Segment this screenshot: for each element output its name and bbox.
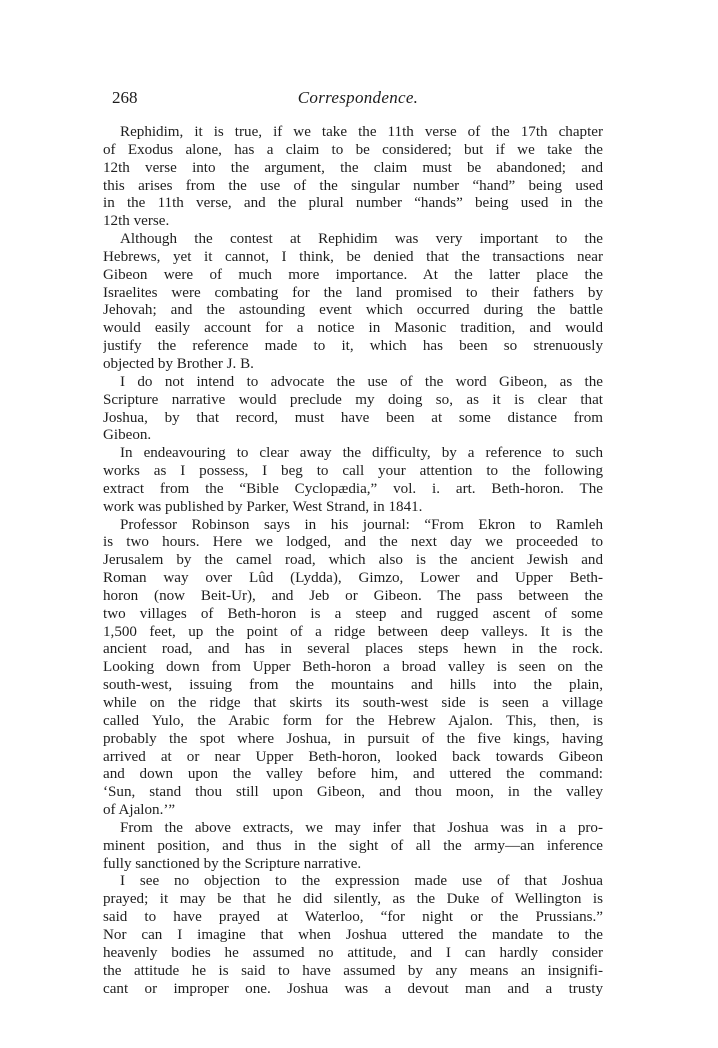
text-line: From the above extracts, we may infer that Joshua was in a pro- xyxy=(120,819,603,836)
text-line: heavenly bodies he assumed no attitude, and I can hardly consider xyxy=(103,944,603,961)
text-line: I see no objection to the expression made use of that Joshua xyxy=(120,873,603,890)
text-line: Rephidim, it is true, if we take the 11th verse of the 17th chapter xyxy=(120,124,603,140)
text-line: works as I possess, I beg to call your attention to the following xyxy=(103,463,603,480)
page-header xyxy=(112,88,604,112)
text-line: Jehovah; and the astounding event which occurred during the battle xyxy=(103,302,603,319)
text-line: of Exodus alone, has a claim to be considered; but if we take the xyxy=(103,141,603,158)
text-line: Scripture narrative would preclude my doing so, as it is clear that xyxy=(103,391,603,408)
text-line: probably the spot where Joshua, in pursuit of the five kings, having xyxy=(103,730,603,747)
text-line: called Yulo, the Arabic form for the Hebrew Ajalon. This, then, is xyxy=(103,712,603,729)
text-line: is two hours. Here we lodged, and the next day we proceeded to xyxy=(103,534,603,551)
text-line: horon (now Beit-Ur), and Jeb or Gibeon. The pass between the xyxy=(103,587,603,604)
text-line: two villages of Beth-horon is a steep and rugged ascent of some xyxy=(103,605,603,622)
text-line: 12th verse into the argument, the claim must be abandoned; and xyxy=(103,159,603,176)
text-line: Gibeon were of much more importance. At the latter place the xyxy=(103,266,603,283)
text-line: the attitude he is said to have assumed by any means an insignifi- xyxy=(103,962,603,979)
text-line: Looking down from Upper Beth-horon a broad valley is seen on the xyxy=(103,659,603,676)
text-line: ancient road, and has in several places steps hewn in the rock. xyxy=(103,641,603,658)
text-line: said to have prayed at Waterloo, “for night or the Prussians.” xyxy=(103,909,603,926)
text-line: Hebrews, yet it cannot, I think, be denied that the transactions near xyxy=(103,248,603,265)
text-line: arrived at or near Upper Beth-horon, looked back towards Gibeon xyxy=(103,748,603,765)
page-number: 268 xyxy=(112,88,138,107)
text-line: in the 11th verse, and the plural number “hands” being used in the xyxy=(103,195,603,212)
text-line: Israelites were combating for the land promised to their fathers by xyxy=(103,284,603,301)
text-line: Joshua, by that record, must have been at some distance from xyxy=(103,409,603,426)
text-line: Gibeon. xyxy=(103,427,152,444)
text-line: fully sanctioned by the Scripture narrative. xyxy=(103,855,362,872)
text-line: while on the ridge that skirts its south-west side is seen a village xyxy=(103,695,603,711)
text-line: In endeavouring to clear away the difficulty, by a reference to such xyxy=(120,445,603,462)
text-line: extract from the “Bible Cyclopædia,” vol. i. art. Beth-horon. The xyxy=(103,480,603,497)
text-line: Although the contest at Rephidim was very important to the xyxy=(120,231,603,248)
text-line: south-west, issuing from the mountains and hills into the plain, xyxy=(103,677,603,694)
text-line: minent position, and thus in the sight of all the army—an inference xyxy=(103,837,603,854)
text-line: I do not intend to advocate the use of the word Gibeon, as the xyxy=(120,373,603,390)
running-head: Correspondence. xyxy=(297,88,419,107)
text-line: would easily account for a notice in Masonic tradition, and would xyxy=(103,320,603,337)
text-line: Professor Robinson says in his journal: “From Ekron to Ramleh xyxy=(120,516,603,533)
text-line: Roman way over Lûd (Lydda), Gimzo, Lower and Upper Beth- xyxy=(103,570,603,587)
text-line: of Ajalon.’” xyxy=(103,802,176,819)
text-line: work was published by Parker, West Strand, in 1841. xyxy=(103,498,423,515)
text-line: 1,500 feet, up the point of a ridge between deep valleys. It is the xyxy=(103,623,603,640)
text-line: objected by Brother J. B. xyxy=(103,355,254,372)
text-line: justify the reference made to it, which has been so strenuously xyxy=(103,338,603,355)
text-line: prayed; it may be that he did silently, as the Duke of Wellington is xyxy=(103,891,603,908)
text-line: 12th verse. xyxy=(103,213,170,230)
body-text xyxy=(103,124,603,998)
text-line: Jerusalem by the camel road, which also is the ancient Jewish and xyxy=(103,552,603,569)
text-line: this arises from the use of the singular number “hand” being used xyxy=(103,177,603,194)
text-line: ‘Sun, stand thou still upon Gibeon, and thou moon, in the valley xyxy=(103,784,603,801)
text-line: cant or improper one. Joshua was a devout man and a trusty xyxy=(103,980,603,997)
text-line: Nor can I imagine that when Joshua uttered the mandate to the xyxy=(103,926,603,943)
text-line: and down upon the valley before him, and uttered the command: xyxy=(103,766,603,783)
